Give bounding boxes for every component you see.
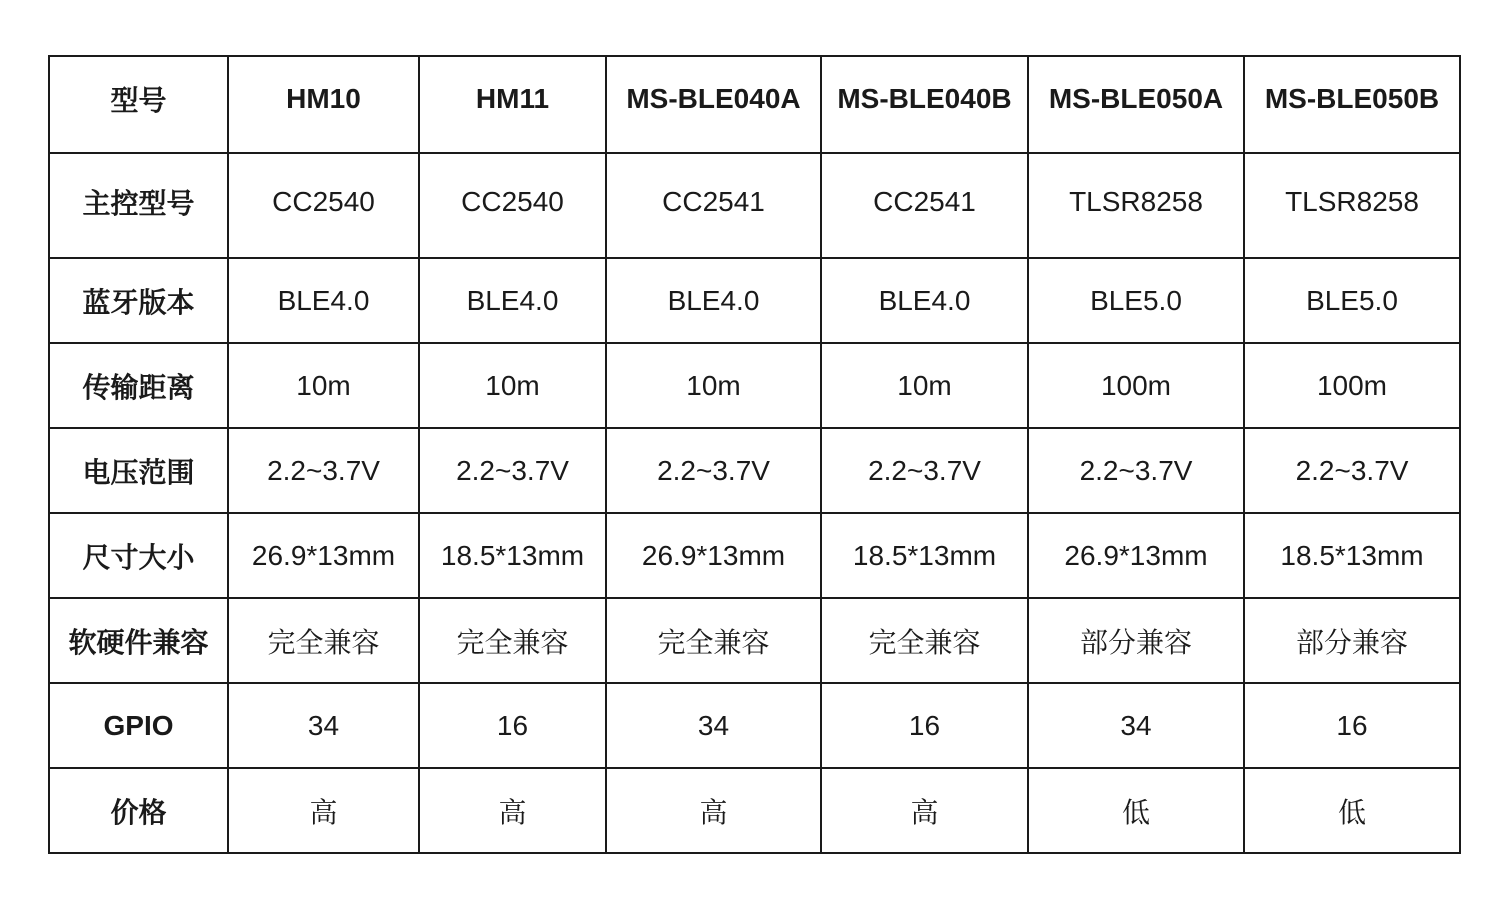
cell-compat-ms-ble040b: 完全兼容 bbox=[821, 598, 1028, 683]
cell-distance-hm10: 10m bbox=[228, 343, 419, 428]
cell-distance-ms-ble050b: 100m bbox=[1244, 343, 1460, 428]
column-header-hm11: HM11 bbox=[419, 56, 606, 153]
cell-compat-ms-ble050a: 部分兼容 bbox=[1028, 598, 1244, 683]
row-label-dimensions: 尺寸大小 bbox=[49, 513, 228, 598]
column-header-ms-ble040b: MS-BLE040B bbox=[821, 56, 1028, 153]
cell-compat-hm10: 完全兼容 bbox=[228, 598, 419, 683]
column-header-ms-ble040a: MS-BLE040A bbox=[606, 56, 821, 153]
cell-chipset-ms-ble040a: CC2541 bbox=[606, 153, 821, 258]
cell-gpio-ms-ble050b: 16 bbox=[1244, 683, 1460, 768]
row-label-compatibility: 软硬件兼容 bbox=[49, 598, 228, 683]
cell-gpio-ms-ble050a: 34 bbox=[1028, 683, 1244, 768]
row-label-price: 价格 bbox=[49, 768, 228, 853]
cell-size-ms-ble040a: 26.9*13mm bbox=[606, 513, 821, 598]
column-header-ms-ble050a: MS-BLE050A bbox=[1028, 56, 1244, 153]
cell-voltage-ms-ble050a: 2.2~3.7V bbox=[1028, 428, 1244, 513]
cell-price-ms-ble050b: 低 bbox=[1244, 768, 1460, 853]
cell-gpio-ms-ble040b: 16 bbox=[821, 683, 1028, 768]
header-row bbox=[49, 56, 1460, 153]
cell-price-hm10: 高 bbox=[228, 768, 419, 853]
cell-size-hm10: 26.9*13mm bbox=[228, 513, 419, 598]
cell-distance-hm11: 10m bbox=[419, 343, 606, 428]
cell-compat-hm11: 完全兼容 bbox=[419, 598, 606, 683]
cell-chipset-ms-ble050a: TLSR8258 bbox=[1028, 153, 1244, 258]
row-voltage-range bbox=[49, 428, 1460, 513]
cell-size-ms-ble040b: 18.5*13mm bbox=[821, 513, 1028, 598]
header-cell-model-label: 型号 bbox=[49, 56, 228, 153]
cell-price-hm11: 高 bbox=[419, 768, 606, 853]
cell-voltage-ms-ble050b: 2.2~3.7V bbox=[1244, 428, 1460, 513]
ble-module-comparison-table bbox=[48, 55, 1461, 854]
row-label-transmission-distance: 传输距离 bbox=[49, 343, 228, 428]
cell-gpio-ms-ble040a: 34 bbox=[606, 683, 821, 768]
cell-distance-ms-ble040a: 10m bbox=[606, 343, 821, 428]
cell-chipset-ms-ble040b: CC2541 bbox=[821, 153, 1028, 258]
row-label-voltage-range: 电压范围 bbox=[49, 428, 228, 513]
cell-chipset-ms-ble050b: TLSR8258 bbox=[1244, 153, 1460, 258]
cell-bt-version-hm11: BLE4.0 bbox=[419, 258, 606, 343]
cell-voltage-ms-ble040b: 2.2~3.7V bbox=[821, 428, 1028, 513]
cell-bt-version-hm10: BLE4.0 bbox=[228, 258, 419, 343]
cell-gpio-hm10: 34 bbox=[228, 683, 419, 768]
row-label-bluetooth-version: 蓝牙版本 bbox=[49, 258, 228, 343]
cell-voltage-hm10: 2.2~3.7V bbox=[228, 428, 419, 513]
cell-distance-ms-ble040b: 10m bbox=[821, 343, 1028, 428]
row-compatibility bbox=[49, 598, 1460, 683]
column-header-hm10: HM10 bbox=[228, 56, 419, 153]
cell-price-ms-ble040a: 高 bbox=[606, 768, 821, 853]
cell-distance-ms-ble050a: 100m bbox=[1028, 343, 1244, 428]
row-price bbox=[49, 768, 1460, 853]
cell-compat-ms-ble040a: 完全兼容 bbox=[606, 598, 821, 683]
cell-bt-version-ms-ble050b: BLE5.0 bbox=[1244, 258, 1460, 343]
cell-size-ms-ble050a: 26.9*13mm bbox=[1028, 513, 1244, 598]
row-bluetooth-version bbox=[49, 258, 1460, 343]
cell-chipset-hm11: CC2540 bbox=[419, 153, 606, 258]
cell-compat-ms-ble050b: 部分兼容 bbox=[1244, 598, 1460, 683]
cell-size-hm11: 18.5*13mm bbox=[419, 513, 606, 598]
cell-chipset-hm10: CC2540 bbox=[228, 153, 419, 258]
cell-voltage-ms-ble040a: 2.2~3.7V bbox=[606, 428, 821, 513]
cell-bt-version-ms-ble050a: BLE5.0 bbox=[1028, 258, 1244, 343]
row-gpio bbox=[49, 683, 1460, 768]
row-transmission-distance bbox=[49, 343, 1460, 428]
cell-price-ms-ble050a: 低 bbox=[1028, 768, 1244, 853]
cell-size-ms-ble050b: 18.5*13mm bbox=[1244, 513, 1460, 598]
row-label-chipset: 主控型号 bbox=[49, 153, 228, 258]
column-header-ms-ble050b: MS-BLE050B bbox=[1244, 56, 1460, 153]
cell-voltage-hm11: 2.2~3.7V bbox=[419, 428, 606, 513]
cell-price-ms-ble040b: 高 bbox=[821, 768, 1028, 853]
row-chipset bbox=[49, 153, 1460, 258]
row-dimensions bbox=[49, 513, 1460, 598]
cell-gpio-hm11: 16 bbox=[419, 683, 606, 768]
cell-bt-version-ms-ble040b: BLE4.0 bbox=[821, 258, 1028, 343]
row-label-gpio: GPIO bbox=[49, 683, 228, 768]
cell-bt-version-ms-ble040a: BLE4.0 bbox=[606, 258, 821, 343]
